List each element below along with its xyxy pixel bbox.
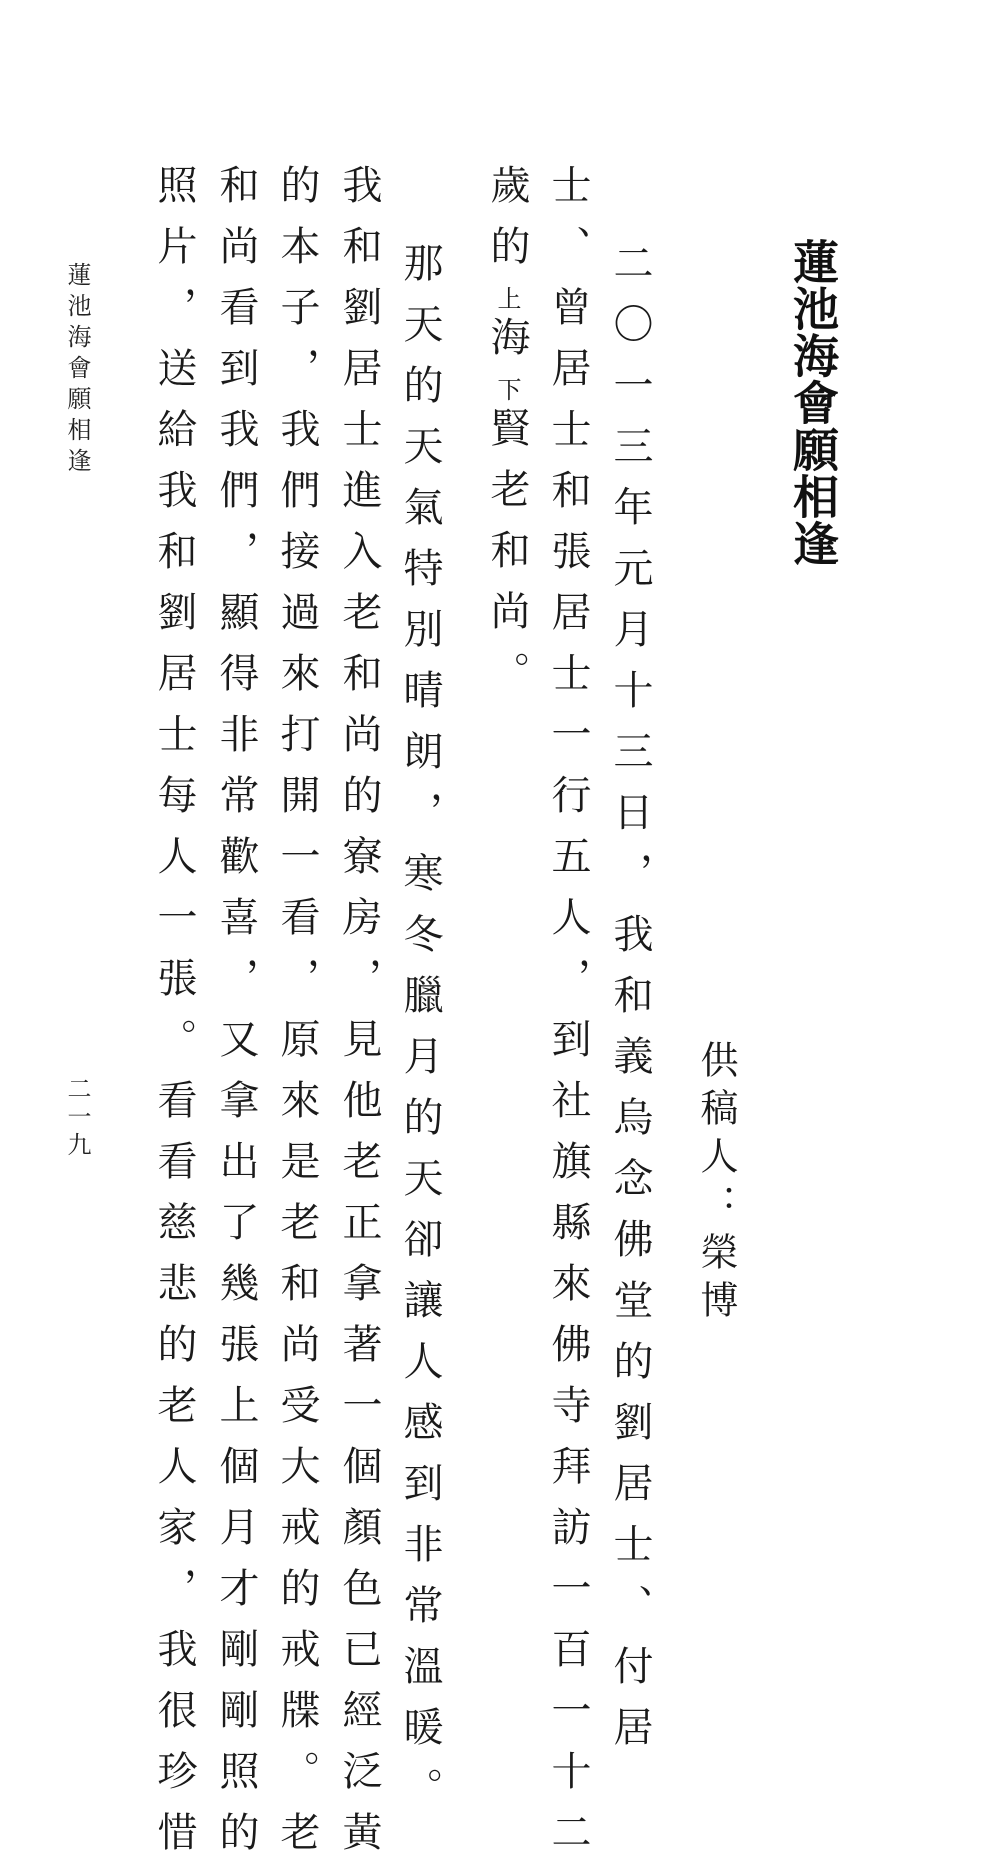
paragraph-1-text: 賢老和尚。: [484, 407, 530, 712]
paragraph-2-column-1: 那天的天氣特別晴朗，寒冬臘月的天卻讓人感到非常溫暖。: [397, 242, 443, 1828]
article-title: 蓮池海會願相逢: [786, 238, 840, 567]
honorific-small-mark: 上: [493, 286, 521, 316]
honorific-small-mark: 下: [493, 377, 521, 407]
paragraph-2-column-5: 照片，送給我和劉居士每人一張。看看慈悲的老人家，我很珍惜: [151, 164, 197, 1872]
paragraph-2-column-3: 的本子，我們接過來打開一看，原來是老和尚受大戒的戒牒。老: [274, 164, 320, 1872]
paragraph-1-text: 歲的: [484, 164, 530, 286]
paragraph-2-column-4: 和尚看到我們，顯得非常歡喜，又拿出了幾張上個月才剛剛照的: [213, 164, 259, 1872]
paragraph-1-column-3: [484, 164, 530, 712]
paragraph-1-text: 海: [484, 316, 530, 377]
paragraph-2-column-2: 我和劉居士進入老和尚的寮房，見他老正拿著一個顏色已經泛黃: [336, 164, 382, 1872]
page-number: 二一九: [63, 1076, 91, 1160]
author-credit: 供稿人：榮博: [694, 1040, 738, 1328]
paragraph-1-column-2: 士、曾居士和張居士一行五人，到社旗縣來佛寺拜訪一百一十二: [545, 164, 591, 1872]
paragraph-1-column-1: 二〇一三年元月十三日，我和義烏念佛堂的劉居士、付居: [607, 242, 653, 1767]
running-title: 蓮池海會願相逢: [63, 262, 91, 479]
